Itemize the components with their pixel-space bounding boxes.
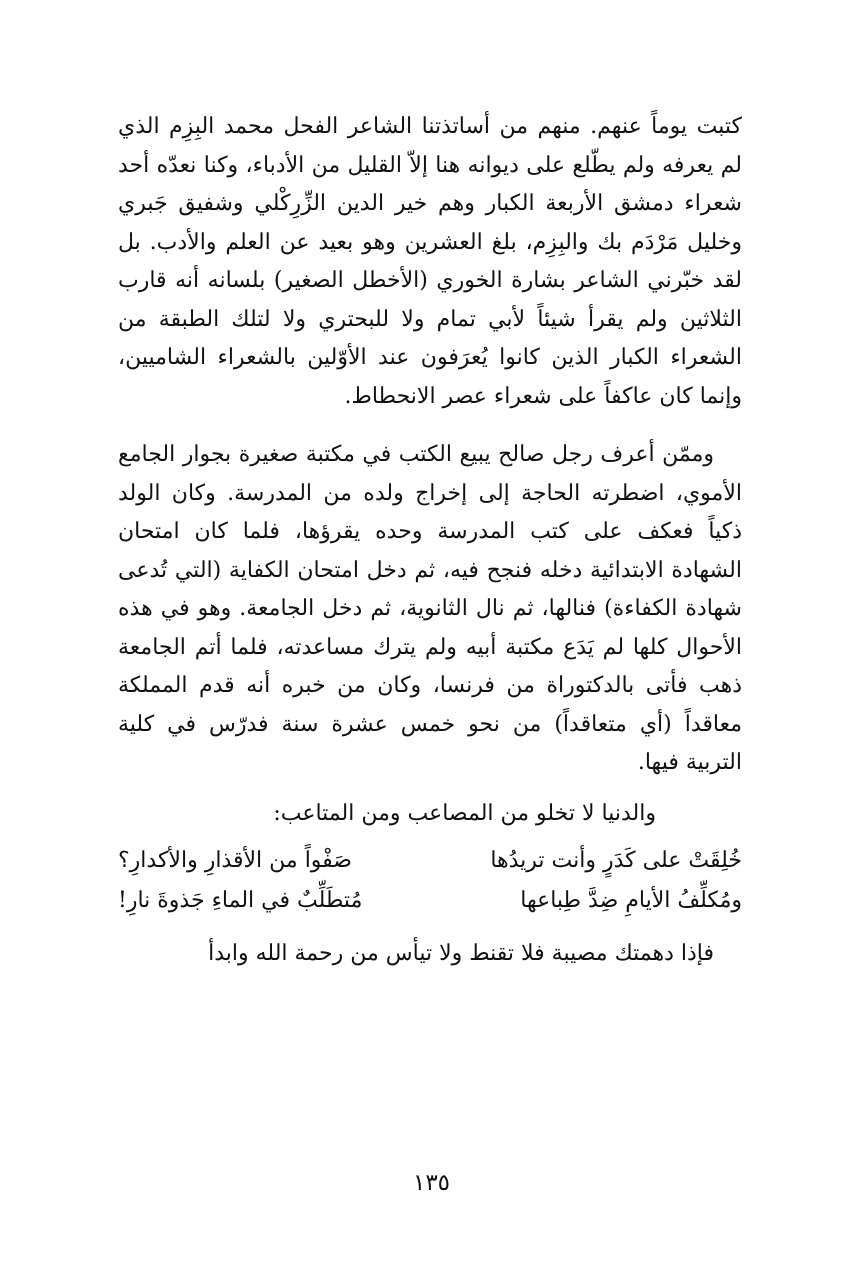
poem bbox=[118, 841, 742, 921]
closing-line: فإذا دهمتك مصيبة فلا تقنط ولا تيأس من رحمة الله وابدأ bbox=[208, 940, 714, 966]
poem-verse-2 bbox=[118, 881, 742, 921]
verse-2-first-hemistich: ومُكلِّفُ الأيامِ ضِدَّ طِباعها bbox=[520, 887, 742, 913]
verse-1-second-hemistich: صَفْواً من الأقذارِ والأكدارِ؟ bbox=[118, 847, 352, 873]
page-number: ١٣٥ bbox=[412, 1170, 451, 1196]
verse-2-second-hemistich: مُتطَلِّبٌ في الماءِ جَذوةَ نارِ! bbox=[118, 887, 363, 913]
verse-1-first-hemistich: خُلِقَتْ على كَدَرٍ وأنت تريدُها bbox=[490, 847, 742, 873]
poem-intro: والدنيا لا تخلو من المصاعب ومن المتاعب: bbox=[273, 800, 656, 826]
paragraph-1: كتبت يوماً عنهم. منهم من أساتذتنا الشاعر الفحل محمد البِزِم الذي لم يعرفه ولم يطّلع على ديوانه هنا إلاّ القليل من الأدباء، وكنا نعدّه أحد شعراء دمشق الأربعة الكبار وهم خير الدين الزِّرِكْلي وشفيق جَبري وخليل مَرْدَم بك والبِزِم، بلغ العشرين وهو بعيد عن العلم والأدب. بل لقد خبّرني الشاعر بشارة الخوري (الأخطل الصغير) بلسانه أنه قارب الثلاثين ولم يقرأ شيئاً لأبي تمام ولا للبحتري ولا لتلك الطبقة من الشعراء الكبار الذين كانوا يُعرَفون عند الأوّلين بالشعراء الشاميين، وإنما كان عاكفاً على شعراء عصر الانحطاط. bbox=[118, 114, 742, 409]
paragraph-spacer bbox=[118, 783, 742, 795]
paragraph-spacer bbox=[118, 416, 742, 436]
paragraph-2: وممّن أعرف رجل صالح يبيع الكتب في مكتبة صغيرة بجوار الجامع الأموي، اضطرته الحاجة إلى إخراج ولده من المدرسة. وكان الولد ذكياً فعكف على كتب المدرسة وحده يقرؤها، فلما كان امتحان الشهادة الابتدائية دخله فنجح فيه، ثم دخل امتحان الكفاية (التي تُدعى شهادة الكفاءة) فنالها، ثم نال الثانوية، ثم دخل الجامعة. وهو في هذه الأحوال كلها لم يَدَع مكتبة أبيه ولم يترك مساعدته، فلما أتم الجامعة ذهب فأتى بالدكتوراة من فرنسا، وكان من خبره أنه قدم المملكة معاقداً (أي متعاقداً) من نحو خمس عشرة سنة فدرّس في كلية التربية فيها. bbox=[118, 442, 742, 775]
page-body bbox=[118, 108, 742, 973]
poem-verse-1 bbox=[118, 841, 742, 881]
